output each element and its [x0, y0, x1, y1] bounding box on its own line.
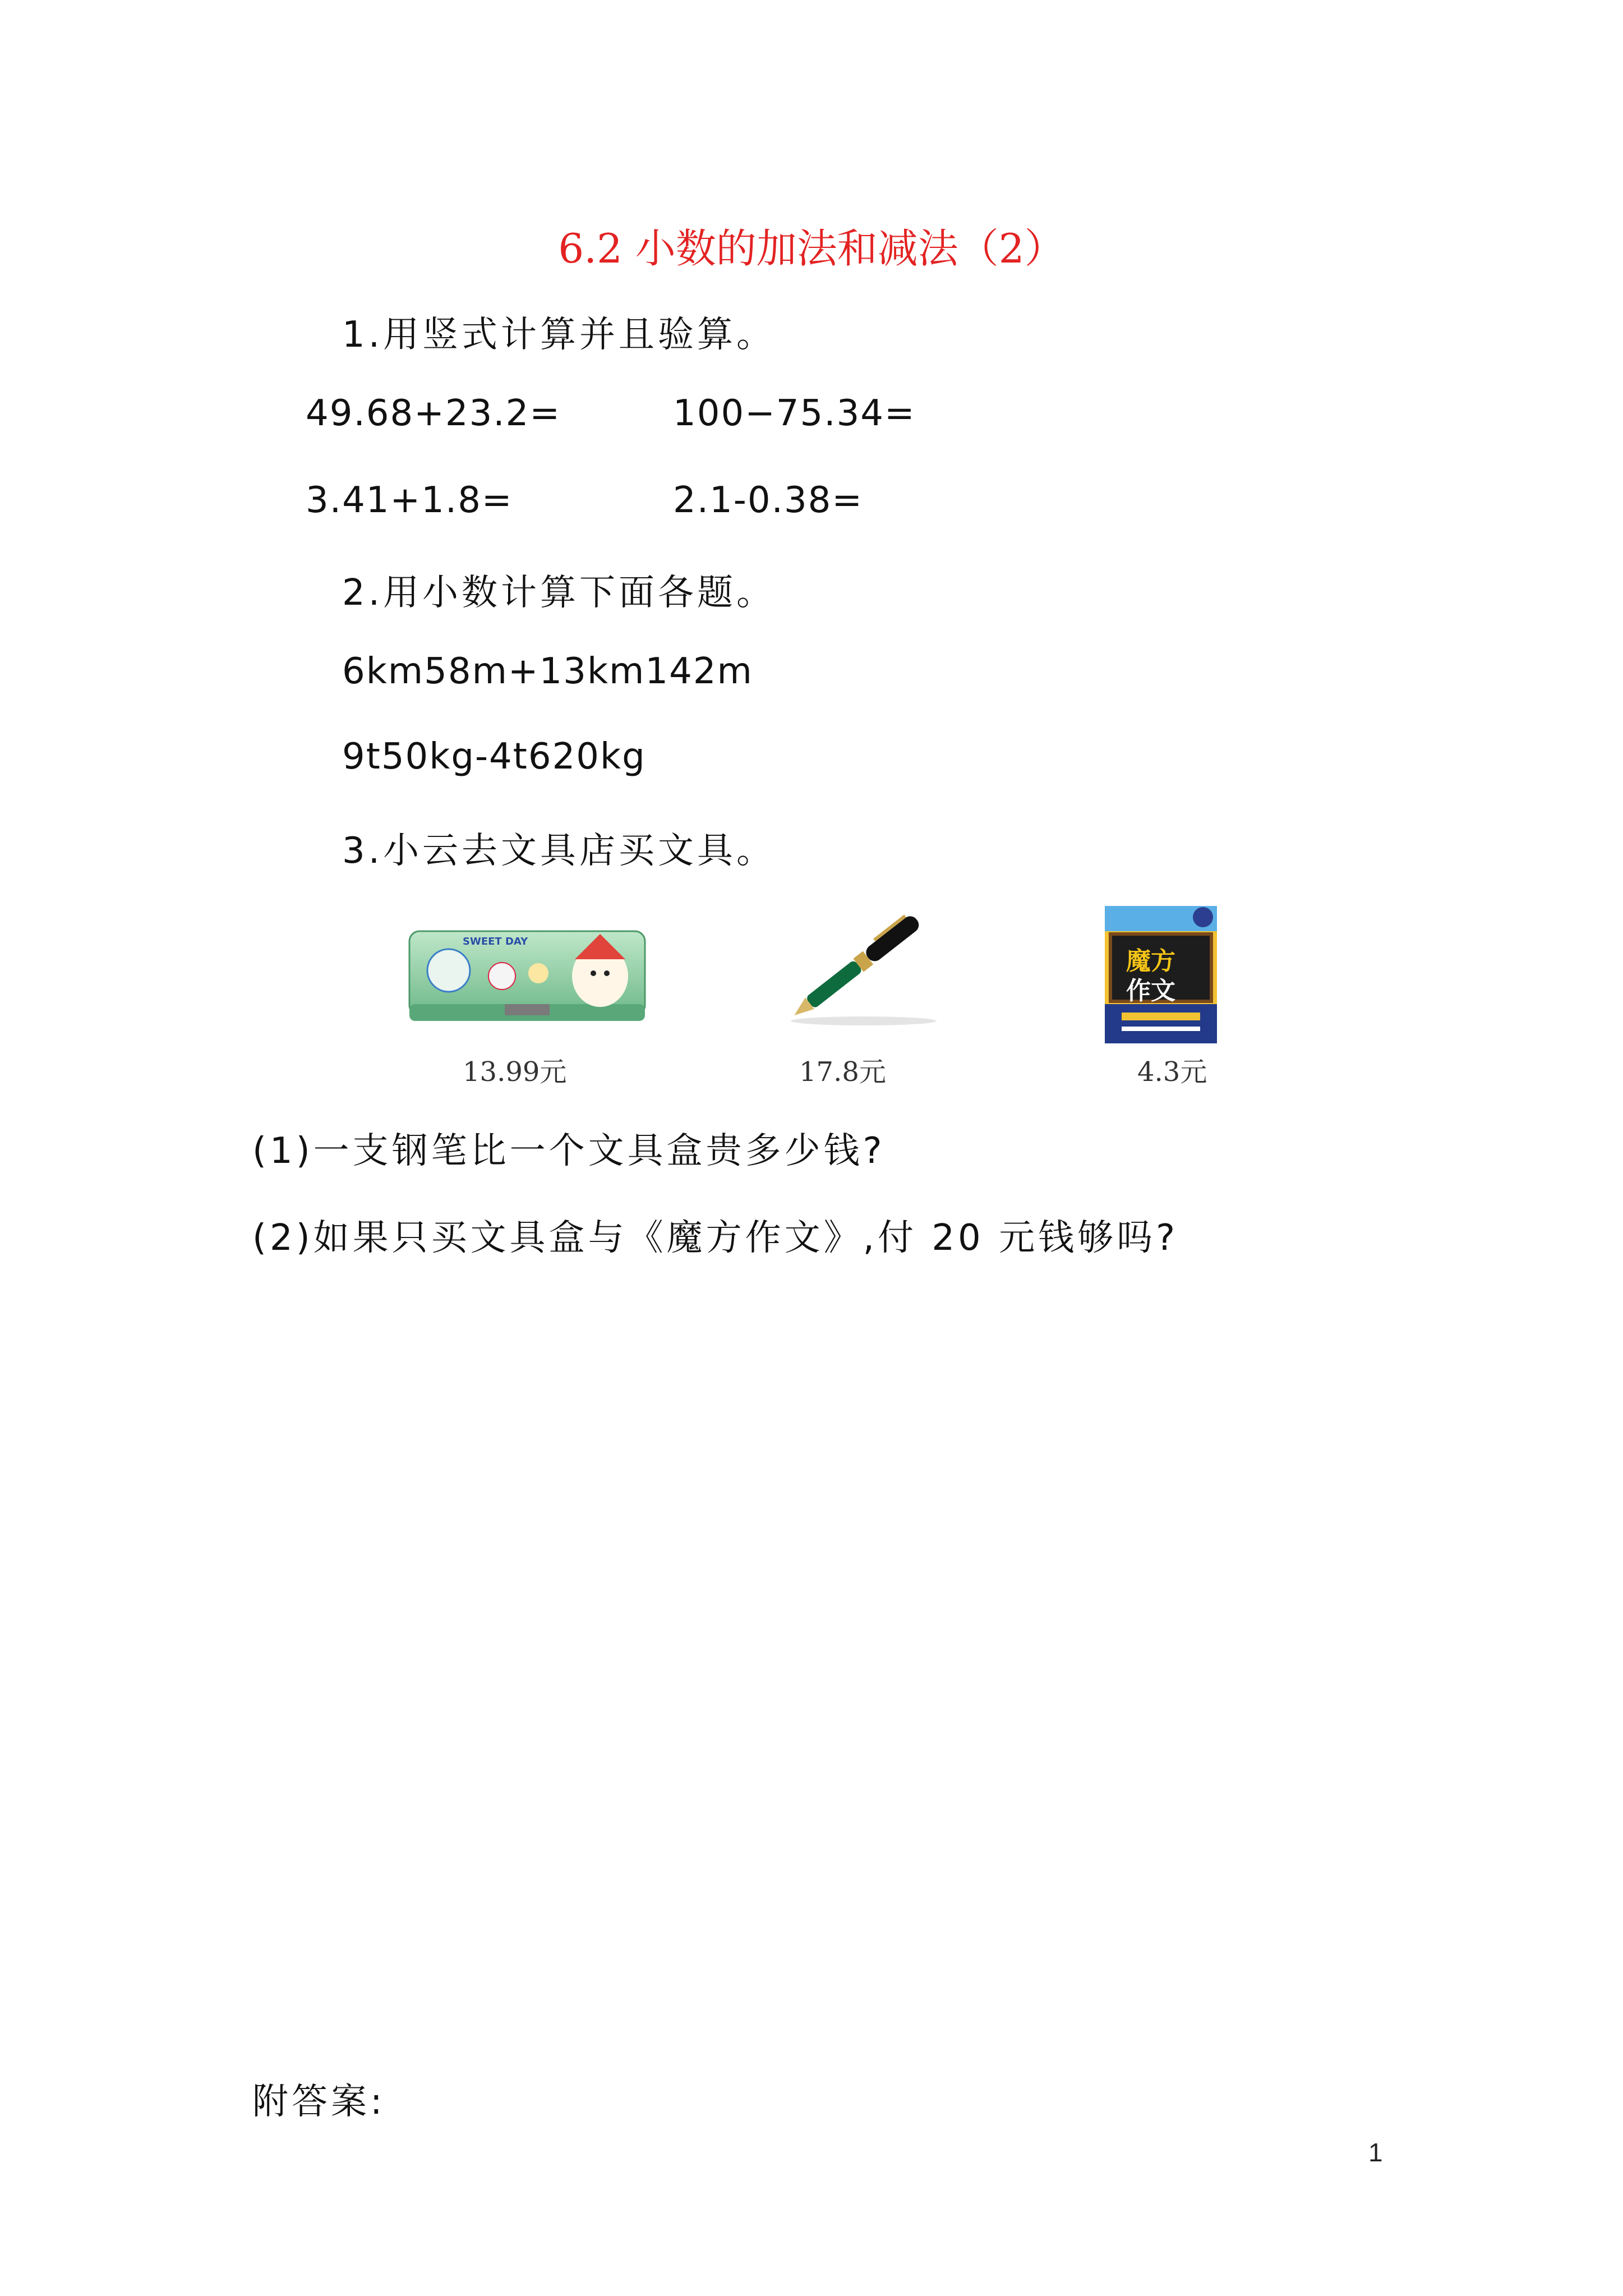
- question-3-prompt: 3.小云去文具店买文具。: [342, 830, 776, 872]
- fountain-pen-price: 17.8元: [799, 1056, 886, 1088]
- pencil-case-label: SWEET DAY: [463, 936, 528, 947]
- pencil-case-image: [404, 920, 651, 1029]
- fountain-pen-image: [774, 898, 942, 1032]
- expression-4: 2.1-0.38=: [673, 480, 863, 521]
- expression-3: 3.41+1.8=: [306, 480, 513, 521]
- expression-2: 100−75.34=: [673, 393, 916, 434]
- unit-expression-1: 6km58m+13km142m: [342, 651, 753, 692]
- answer-heading: 附答案:: [252, 2081, 386, 2123]
- question-3-sub-1: (1)一支钢笔比一个文具盒贵多少钱?: [252, 1130, 886, 1172]
- pencil-case-price: 13.99元: [463, 1056, 567, 1088]
- expression-1: 49.68+23.2=: [306, 393, 561, 434]
- book-image: [1099, 900, 1228, 1049]
- question-3-sub-2: (2)如果只买文具盒与《魔方作文》,付 20 元钱够吗?: [252, 1217, 1179, 1259]
- book-price: 4.3元: [1137, 1056, 1207, 1088]
- question-1-prompt: 1.用竖式计算并且验算。: [342, 314, 776, 356]
- page-number: 1: [1368, 2138, 1383, 2167]
- book-cover-title-line1: 魔方: [1126, 947, 1175, 976]
- unit-expression-2: 9t50kg-4t620kg: [342, 736, 646, 777]
- page-title: 6.2 小数的加法和减法（2）: [558, 225, 1065, 272]
- book-cover-title-line2: 作文: [1126, 977, 1175, 1005]
- question-2-prompt: 2.用小数计算下面各题。: [342, 572, 776, 614]
